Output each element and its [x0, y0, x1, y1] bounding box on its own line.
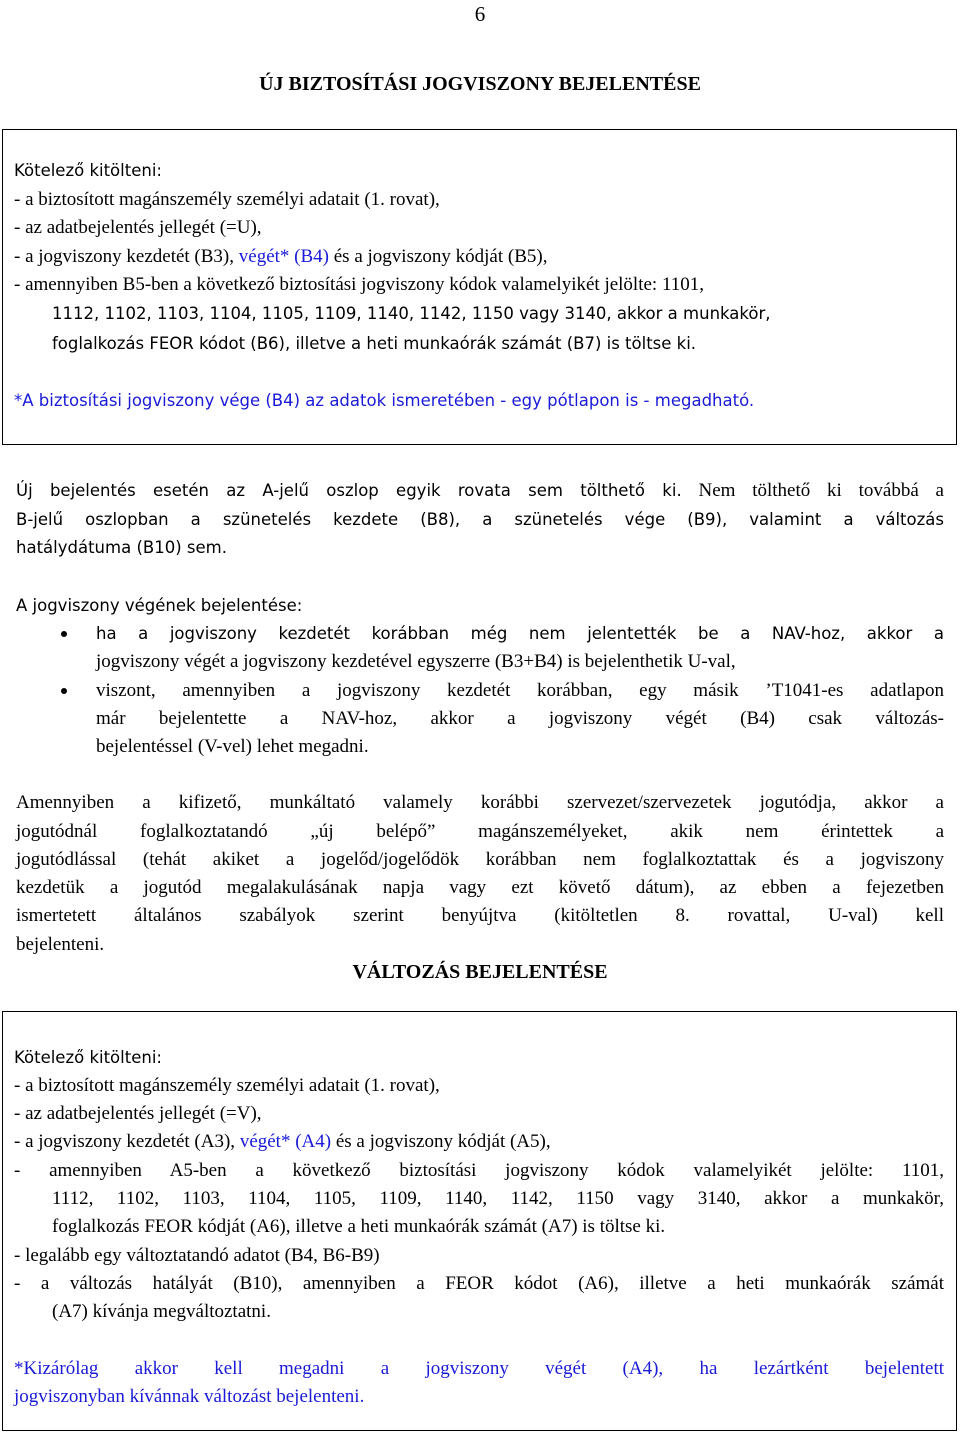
- paragraph-successor-line: Amennyiben a kifizető, munkáltató valamely korábbi szervezet/szervezetek jogutódja, akkor a: [16, 792, 944, 813]
- box2-note: jogviszonyban kívánnak változást bejelenteni.: [14, 1386, 365, 1407]
- page-title: ÚJ BIZTOSÍTÁSI JOGVISZONY BEJELENTÉSE: [259, 73, 701, 95]
- box1-end-date-highlight: végét* (B4): [238, 246, 329, 267]
- end-section-bullet-line: már bejelentette a NAV-hoz, akkor a jogviszony végét (B4) csak változás-: [96, 708, 944, 729]
- box2-line-part: - a jogviszony kezdetét (A3),: [14, 1131, 240, 1152]
- end-section-bullet-line: viszont, amennyiben a jogviszony kezdetét korábban, egy másik ’T1041-es adatlapon: [96, 680, 944, 701]
- paragraph-successor-line: jogutódnál foglalkoztatandó „új belépő” magánszemélyeket, akik nem érintettek a: [16, 821, 944, 842]
- box1-line: foglalkozás FEOR kódot (B6), illetve a heti munkaórák számát (B7) is töltse ki.: [52, 334, 697, 353]
- box2-line: - az adatbejelentés jellegét (=V),: [14, 1103, 262, 1124]
- paragraph-successor-line: ismertetett általános szabályok szerint benyújtva (kitöltetlen 8. rovattal, U-val) kell: [16, 905, 944, 926]
- box2-line: - legalább egy változtatandó adatot (B4, B6-B9): [14, 1245, 380, 1266]
- box2-line: 1112, 1102, 1103, 1104, 1105, 1109, 1140, 1142, 1150 vagy 3140, akkor a munkakör,: [52, 1188, 944, 1209]
- paragraph-new-rules-line: B-jelű oszlopban a szünetelés kezdete (B8), a szünetelés vége (B9), valamint a változás: [16, 510, 944, 529]
- end-section-heading: A jogviszony végének bejelentése:: [16, 596, 303, 615]
- box2-line-part: és a jogviszony kódját (A5),: [331, 1131, 551, 1152]
- box1-line: - a biztosított magánszemély személyi adatait (1. rovat),: [14, 189, 440, 210]
- bullet-icon: [61, 688, 67, 694]
- box1-line: - amennyiben B5-ben a következő biztosítási jogviszony kódok valamelyikét jelölte: 1101,: [14, 274, 704, 295]
- box2-line: (A7) kívánja megváltoztatni.: [52, 1301, 271, 1322]
- box2-note: *Kizárólag akkor kell megadni a jogviszony végét (A4), ha lezártként bejelentett: [14, 1358, 944, 1379]
- box2-line: foglalkozás FEOR kódját (A6), illetve a heti munkaórák számát (A7) is töltse ki.: [52, 1216, 666, 1237]
- box2-end-date-highlight: végét* (A4): [239, 1131, 332, 1152]
- end-section-bullet-line: jogviszony végét a jogviszony kezdetével egyszerre (B3+B4) is bejelenthetik U-val,: [96, 651, 736, 672]
- box2-line: - a változás hatályát (B10), amennyiben a FEOR kódot (A6), illetve a heti munkaórák számát: [14, 1273, 944, 1294]
- box2-heading: Kötelező kitölteni:: [14, 1048, 162, 1067]
- section-title-change: VÁLTOZÁS BEJELENTÉSE: [352, 961, 608, 983]
- box1-line-part: - a jogviszony kezdetét (B3),: [14, 246, 239, 267]
- paragraph-serif-part: Nem tölthető ki továbbá a: [681, 480, 944, 501]
- bullet-icon: [61, 631, 67, 637]
- page-number: 6: [474, 2, 486, 26]
- box1-line-part: és a jogviszony kódját (B5),: [329, 246, 548, 267]
- box1-heading: Kötelező kitölteni:: [14, 161, 162, 180]
- paragraph-successor-line: bejelenteni.: [16, 934, 105, 955]
- end-section-bullet-line: bejelentéssel (V-vel) lehet megadni.: [96, 736, 369, 757]
- box2-line: [14, 1128, 551, 1156]
- box1-line: [14, 243, 547, 271]
- end-section-bullet-line: ha a jogviszony kezdetét korábban még nem jelentették be a NAV-hoz, akkor a: [96, 624, 944, 643]
- paragraph-successor-line: jogutódlással (tehát akiket a jogelőd/jogelődök korábban nem foglalkoztattak és a jogviszony: [16, 849, 944, 870]
- box1-line: - az adatbejelentés jellegét (=U),: [14, 217, 262, 238]
- paragraph-successor-line: kezdetük a jogutód megalakulásának napja vagy ezt követő dátum), az ebben a fejezetben: [16, 877, 944, 898]
- paragraph-new-rules-line: [16, 477, 944, 505]
- box1-note: *A biztosítási jogviszony vége (B4) az adatok ismeretében - egy pótlapon is - megadható.: [14, 391, 755, 410]
- paragraph-new-rules-line: hatálydátuma (B10) sem.: [16, 538, 227, 557]
- box2-line: - amennyiben A5-ben a következő biztosítási jogviszony kódok valamelyikét jelölte: 1101,: [14, 1160, 944, 1181]
- paragraph-sans-part: Új bejelentés esetén az A-jelű oszlop egyik rovata sem tölthető ki.: [16, 481, 682, 500]
- box2-line: - a biztosított magánszemély személyi adatait (1. rovat),: [14, 1075, 440, 1096]
- box1-line: 1112, 1102, 1103, 1104, 1105, 1109, 1140, 1142, 1150 vagy 3140, akkor a munkakör,: [52, 304, 771, 323]
